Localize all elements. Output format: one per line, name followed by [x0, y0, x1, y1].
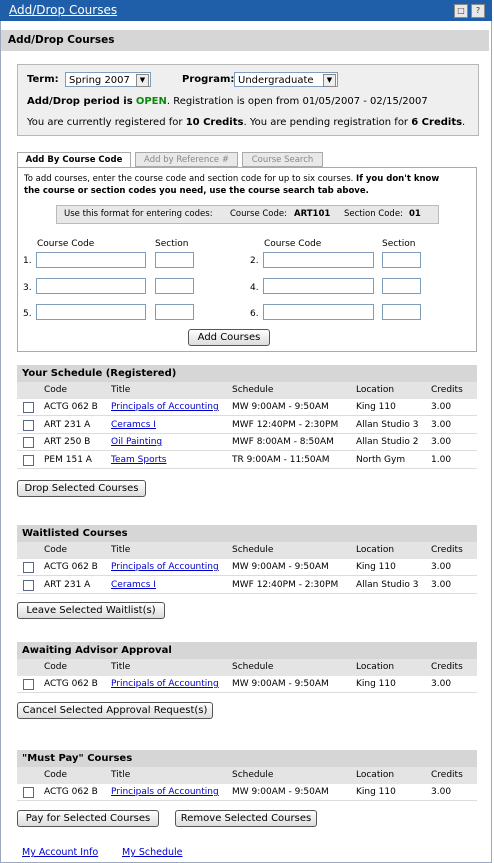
mustpay-section-header [17, 750, 477, 767]
format-course-value: ART101 [294, 209, 331, 219]
period-dates: . Registration is open from 01/05/2007 - 02/15/2007 [166, 96, 428, 107]
chevron-down-icon: ▼ [323, 74, 336, 87]
col-location: Location [356, 385, 395, 395]
col-title: Title [111, 662, 131, 672]
add-instructions [24, 173, 474, 197]
course-schedule: MWF 12:40PM - 2:30PM [232, 579, 339, 590]
row-select-checkbox[interactable] [23, 562, 34, 573]
course-code-input-2[interactable] [263, 252, 374, 268]
waitlist-row [17, 559, 477, 576]
section-input-3[interactable] [155, 278, 194, 294]
col-code: Code [44, 385, 68, 395]
course-schedule: MW 9:00AM - 9:50AM [232, 402, 329, 412]
program-select-value: Undergraduate [238, 75, 314, 86]
window-controls [451, 4, 485, 18]
help-icon[interactable]: ? [471, 4, 485, 18]
col-course-code-right: Course Code [264, 239, 322, 249]
course-title-link[interactable]: Oil Painting [111, 437, 163, 447]
col-location: Location [356, 545, 395, 555]
course-credits: 3.00 [431, 679, 452, 689]
row-select-checkbox[interactable] [23, 420, 34, 431]
course-location: Allan Studio 3 [356, 579, 419, 590]
restore-icon[interactable]: □ [454, 4, 468, 18]
row-number-1: 1. [23, 256, 32, 266]
course-location: Allan Studio 2 [356, 437, 419, 447]
credits-end: . [462, 117, 466, 128]
col-schedule: Schedule [232, 662, 274, 672]
window-titlebar [0, 0, 492, 21]
course-code-input-3[interactable] [36, 278, 146, 294]
course-code-input-6[interactable] [263, 304, 374, 320]
course-credits: 3.00 [431, 402, 452, 412]
row-number-5: 5. [23, 309, 32, 319]
row-number-2: 2. [250, 256, 259, 266]
course-code-input-4[interactable] [263, 278, 374, 294]
registered-prefix: You are currently registered for [27, 117, 183, 128]
format-section-label: Section Code: [344, 209, 403, 219]
col-location: Location [356, 662, 395, 672]
period-prefix: Add/Drop period is [27, 96, 133, 107]
schedule-row [17, 434, 477, 451]
course-credits: 3.00 [431, 562, 452, 572]
course-title-link[interactable]: Principals of Accounting [111, 679, 219, 689]
section-input-1[interactable] [155, 252, 194, 268]
col-title: Title [111, 385, 131, 395]
period-line [27, 96, 428, 107]
format-section-value: 01 [409, 209, 421, 219]
course-code: ACTG 062 B [44, 787, 98, 797]
waitlist-section-header [17, 525, 477, 542]
course-schedule: MWF 8:00AM - 8:50AM [232, 437, 334, 447]
leave-selected-waitlists-button[interactable]: Leave Selected Waitlist(s) [17, 602, 165, 619]
advisor-column-header [17, 659, 477, 676]
advisor-section-header [17, 642, 477, 659]
course-code: ACTG 062 B [44, 679, 98, 689]
col-schedule: Schedule [232, 770, 274, 780]
course-code: ART 231 A [44, 579, 91, 590]
mustpay-column-header [17, 767, 477, 784]
section-input-4[interactable] [382, 278, 421, 294]
col-course-code-left: Course Code [37, 239, 95, 249]
row-number-6: 6. [250, 309, 259, 319]
col-section-left: Section [155, 239, 189, 249]
program-label: Program: [182, 74, 235, 85]
schedule-row [17, 417, 477, 434]
schedule-column-header [17, 382, 477, 399]
course-schedule: MW 9:00AM - 9:50AM [232, 787, 329, 797]
course-code: PEM 151 A [44, 454, 92, 465]
course-code: ACTG 062 B [44, 562, 98, 572]
tab-add-by-reference[interactable]: Add by Reference # [135, 152, 238, 167]
pending-prefix: . You are pending registration for [243, 117, 409, 128]
course-location: King 110 [356, 787, 396, 797]
col-credits: Credits [431, 770, 463, 780]
schedule-row [17, 452, 477, 469]
program-select[interactable] [234, 72, 338, 87]
row-select-checkbox[interactable] [23, 437, 34, 448]
instructions-bold-1: If you don't know [356, 174, 440, 184]
cancel-approval-requests-button[interactable]: Cancel Selected Approval Request(s) [17, 702, 213, 719]
mustpay-section-title: "Must Pay" Courses [22, 753, 133, 764]
course-credits: 3.00 [431, 437, 452, 447]
course-location: King 110 [356, 402, 396, 412]
period-status: OPEN [135, 96, 167, 107]
advisor-row [17, 676, 477, 693]
term-select[interactable] [65, 72, 151, 87]
course-title-link[interactable]: Principals of Accounting [111, 562, 219, 572]
pending-credits: 6 Credits [411, 117, 463, 128]
course-location: King 110 [356, 679, 396, 689]
waitlist-section-title: Waitlisted Courses [22, 528, 128, 539]
add-courses-button[interactable]: Add Courses [188, 329, 270, 346]
course-title-link[interactable]: Principals of Accounting [111, 402, 219, 412]
format-text: Use this format for entering codes: [64, 209, 213, 219]
instructions-bold-2: the course or section codes you need, use the course search tab above. [24, 186, 369, 196]
course-credits: 3.00 [431, 419, 452, 430]
col-section-right: Section [382, 239, 416, 249]
course-code: ACTG 062 B [44, 402, 98, 412]
course-schedule: TR 9:00AM - 11:50AM [232, 454, 330, 465]
col-credits: Credits [431, 385, 463, 395]
course-title-link[interactable]: Principals of Accounting [111, 787, 219, 797]
course-code: ART 231 A [44, 419, 91, 430]
col-code: Code [44, 662, 68, 672]
tab-add-by-course-code[interactable]: Add By Course Code [17, 152, 131, 168]
row-select-checkbox[interactable] [23, 402, 34, 413]
col-schedule: Schedule [232, 545, 274, 555]
my-account-info-link[interactable]: My Account Info [22, 847, 99, 858]
row-number-4: 4. [250, 283, 259, 293]
term-select-value: Spring 2007 [69, 75, 130, 86]
course-schedule: MW 9:00AM - 9:50AM [232, 562, 329, 572]
window-title-link[interactable]: Add/Drop Courses [9, 3, 118, 17]
col-code: Code [44, 545, 68, 555]
term-info-box [17, 64, 479, 136]
course-schedule: MW 9:00AM - 9:50AM [232, 679, 329, 689]
section-input-2[interactable] [382, 252, 421, 268]
course-title-link[interactable]: Ceramcs I [111, 419, 156, 430]
pay-selected-courses-button[interactable]: Pay for Selected Courses [17, 810, 159, 827]
mustpay-row [17, 784, 477, 801]
term-label: Term: [27, 74, 59, 85]
course-title-link[interactable]: Ceramcs I [111, 579, 156, 590]
col-title: Title [111, 770, 131, 780]
col-location: Location [356, 770, 395, 780]
section-input-5[interactable] [155, 304, 194, 320]
course-credits: 3.00 [431, 787, 452, 797]
chevron-down-icon: ▼ [136, 74, 149, 87]
section-input-6[interactable] [382, 304, 421, 320]
row-select-checkbox[interactable] [23, 787, 34, 798]
col-credits: Credits [431, 545, 463, 555]
course-location: King 110 [356, 562, 396, 572]
row-select-checkbox[interactable] [23, 455, 34, 466]
course-location: North Gym [356, 454, 406, 465]
course-schedule: MWF 12:40PM - 2:30PM [232, 419, 339, 430]
code-format-hint [56, 205, 439, 224]
col-title: Title [111, 545, 131, 555]
waitlist-column-header [17, 542, 477, 559]
my-schedule-link[interactable]: My Schedule [122, 847, 183, 858]
advisor-section-title: Awaiting Advisor Approval [22, 645, 172, 656]
waitlist-row [17, 577, 477, 594]
registered-credits: 10 Credits [185, 117, 244, 128]
page-header [1, 30, 489, 51]
drop-selected-courses-button[interactable]: Drop Selected Courses [17, 480, 146, 497]
row-select-checkbox[interactable] [23, 679, 34, 690]
tab-course-search[interactable]: Course Search [242, 152, 323, 167]
col-schedule: Schedule [232, 385, 274, 395]
course-location: Allan Studio 3 [356, 419, 419, 430]
course-code: ART 250 B [44, 437, 91, 447]
col-code: Code [44, 770, 68, 780]
course-code-input-5[interactable] [36, 304, 146, 320]
row-select-checkbox[interactable] [23, 580, 34, 591]
row-number-3: 3. [23, 283, 32, 293]
course-title-link[interactable]: Team Sports [111, 454, 167, 465]
schedule-section-title: Your Schedule (Registered) [22, 368, 177, 379]
instructions-plain: To add courses, enter the course code and section code for up to six courses. [24, 174, 354, 184]
page-title: Add/Drop Courses [8, 34, 115, 46]
schedule-row [17, 399, 477, 416]
format-course-label: Course Code: [230, 209, 288, 219]
credits-line [27, 117, 465, 128]
course-code-input-1[interactable] [36, 252, 146, 268]
course-credits: 3.00 [431, 579, 452, 590]
schedule-section-header [17, 365, 477, 382]
course-credits: 1.00 [431, 454, 452, 465]
col-credits: Credits [431, 662, 463, 672]
remove-selected-courses-button[interactable]: Remove Selected Courses [175, 810, 317, 827]
